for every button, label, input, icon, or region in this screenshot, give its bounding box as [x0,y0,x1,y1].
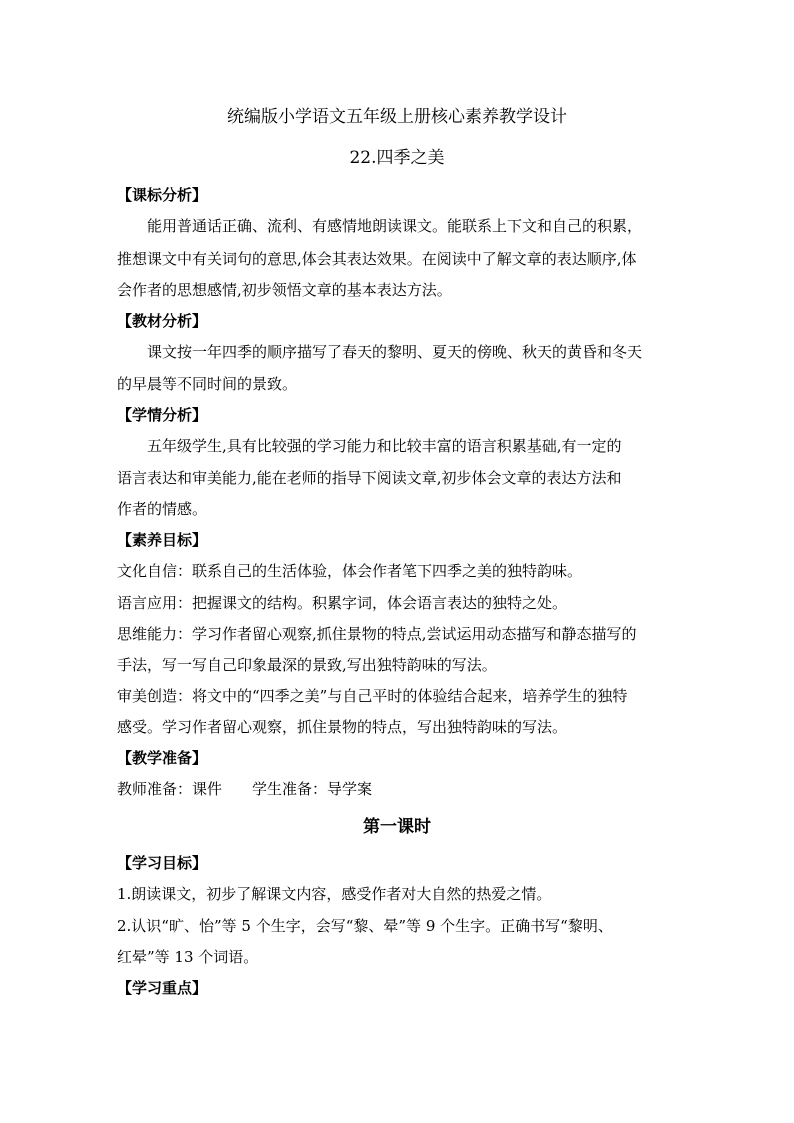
paragraph-line: 2.认识“旷、怡”等 5 个生字，会写“黎、晕”等 9 个生字。正确书写“黎明、 [117,917,613,935]
section-heading-preparation: 【教学准备】 [117,749,208,767]
paragraph-line: 语言应用：把握课文的结构。积累字词，体会语言表达的独特之处。 [117,594,568,612]
document-title: 统编版小学语文五年级上册核心素养教学设计 [227,107,567,127]
paragraph-line: 会作者的思想感情,初步领悟文章的基本表达方法。 [117,281,452,299]
paragraph-line: 的早晨等不同时间的景致。 [117,375,298,393]
preparation-line [117,779,677,799]
paragraph-line: 文化自信：联系自己的生活体验，体会作者笔下四季之美的独特韵味。 [117,562,583,580]
section-heading-curriculum: 【课标分析】 [117,186,208,204]
paragraph-line: 手法，写一写自己印象最深的景致,写出独特韵味的写法。 [117,656,497,674]
paragraph-line: 能用普通话正确、流利、有感情地朗读课文。能联系上下文和自己的积累， [147,217,643,235]
lesson-period-title: 第一课时 [363,817,431,837]
section-heading-students: 【学情分析】 [117,406,208,424]
paragraph-line: 感受。学习作者留心观察，抓住景物的特点，写出独特韵味的写法。 [117,718,568,736]
section-heading-textbook: 【教材分析】 [117,312,208,330]
teacher-preparation: 教师准备：课件 [117,780,223,798]
paragraph-line: 作者的情感。 [117,500,208,518]
student-preparation: 学生准备：导学案 [252,780,373,798]
paragraph-line: 1.朗读课文，初步了解课文内容，感受作者对大自然的热爱之情。 [117,885,552,903]
paragraph-line: 红晕”等 13 个词语。 [117,948,259,966]
paragraph-line: 五年级学生,具有比较强的学习能力和比较丰富的语言积累基础,有一定的 [147,437,622,455]
paragraph-line: 语言表达和审美能力,能在老师的指导下阅读文章,初步体会文章的表达方法和 [117,469,622,487]
section-heading-objectives: 【学习目标】 [117,854,208,872]
paragraph-line: 推想课文中有关词句的意思,体会其表达效果。在阅读中了解文章的表达顺序,体 [117,250,637,268]
paragraph-line: 思维能力：学习作者留心观察,抓住景物的特点,尝试运用动态描写和静态描写的 [117,625,637,643]
section-heading-goals: 【素养目标】 [117,531,208,549]
lesson-subtitle: 22.四季之美 [349,148,445,168]
paragraph-line: 课文按一年四季的顺序描写了春天的黎明、夏天的傍晚、秋天的黄昏和冬天 [147,343,643,361]
section-heading-key-points: 【学习重点】 [117,979,208,997]
paragraph-line: 审美创造：将文中的“四季之美”与自己平时的体验结合起来，培养学生的独特 [117,687,628,705]
